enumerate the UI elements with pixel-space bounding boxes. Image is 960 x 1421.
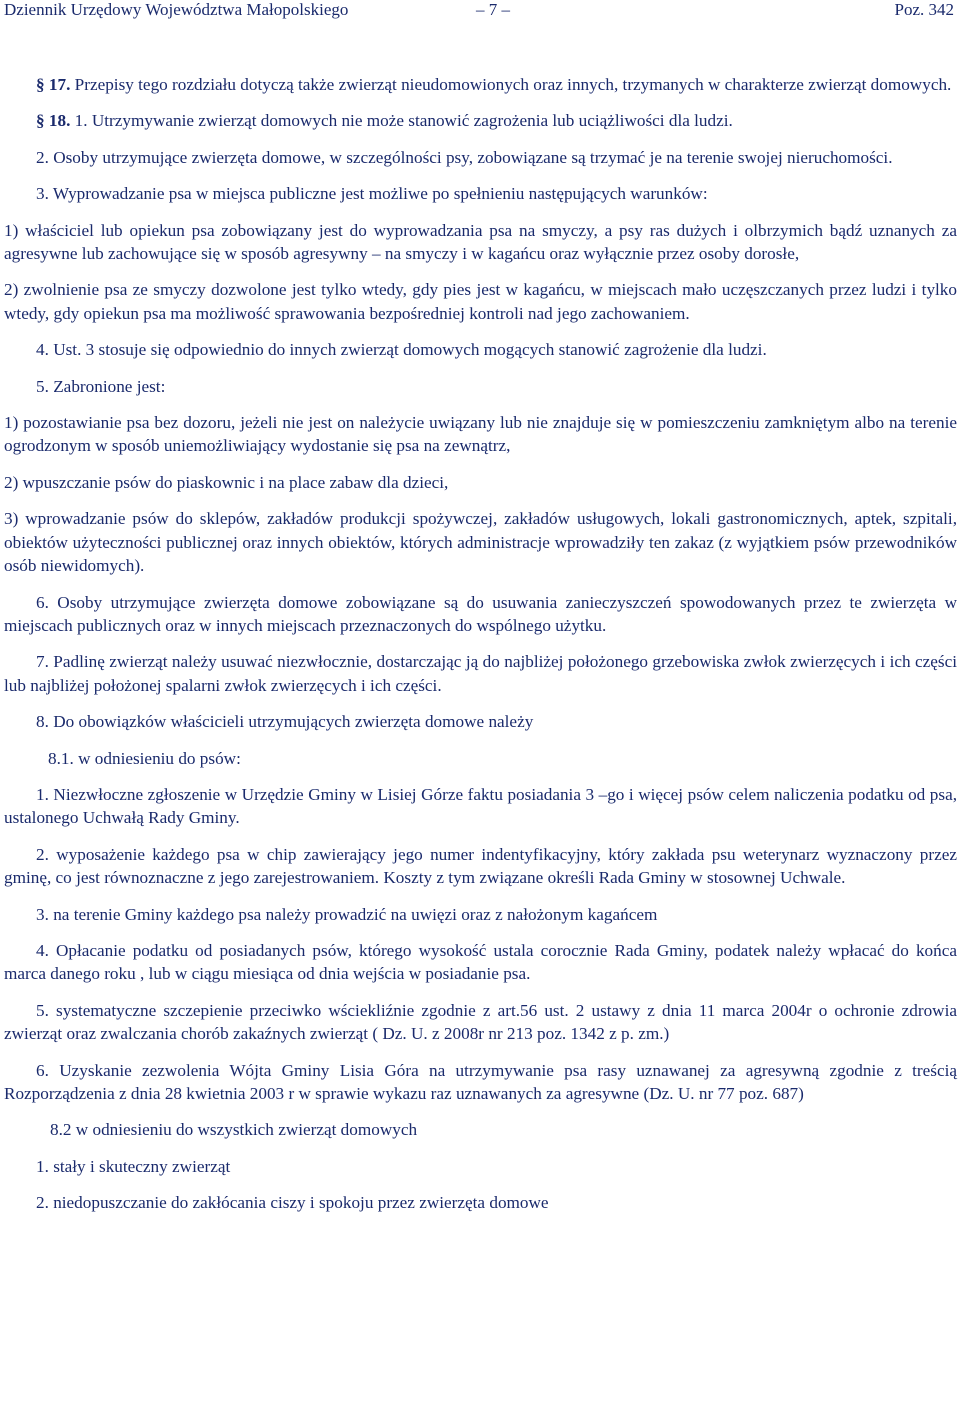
paragraph-s18-7: 7. Padlinę zwierząt należy usuwać niezwłocznie, dostarczając ją do najbliżej położonego grzebowiska zwłok zwierzęcych i ich części lub najbliżej położonej spalarni zwłok zwierzęcych i ich części. [4,652,957,695]
section-number: § 17. [36,75,71,94]
list-item: 1. stały i skuteczny zwierząt [36,1156,231,1176]
paragraph-s18-3: 3. Wyprowadzanie psa w miejsca publiczne jest możliwe po spełnieniu następujących warunków: [36,184,708,204]
page-header [4,0,956,22]
page-number: – 7 – [476,0,510,19]
paragraph-s18-4: 4. Ust. 3 stosuje się odpowiednio do innych zwierząt domowych mogących stanowić zagrożenie dla ludzi. [36,340,767,360]
paragraph-s18-1 [4,109,957,132]
list-item: 6. Uzyskanie zezwolenia Wójta Gminy Lisia Góra na utrzymywanie psa rasy uznawanej za agresywną zgodnie z treścią Rozporządzenia z dnia 28 kwietnia 2003 r w sprawie wykazu raz uznawanych za agresywne (Dz. U. nr 77 poz. 687) [4,1060,957,1103]
paragraph-text: Przepisy tego rozdziału dotyczą także zwierząt nieudomowionych oraz innych, trzymanych w charakterze zwierząt domowych. [70,75,952,94]
list-item: 3. na terenie Gminy każdego psa należy prowadzić na uwięzi oraz z nałożonym kagańcem [36,904,658,924]
list-item: 1) pozostawianie psa bez dozoru, jeżeli nie jest on należycie uwiązany lub nie znajduje się w pomieszczeniu zamkniętym albo na terenie ogrodzonym w sposób uniemożliwiający wydostanie się psa na zewnątrz, [4,413,957,456]
list-item: 2. niedopuszczanie do zakłócania ciszy i spokoju przez zwierzęta domowe [36,1193,549,1213]
subsection-heading: 8.2 w odniesieniu do wszystkich zwierząt domowych [50,1120,418,1140]
paragraph-text: 1. Utrzymywanie zwierząt domowych nie może stanowić zagrożenia lub uciążliwości dla ludzi. [70,111,733,131]
list-item: 4. Opłacanie podatku od posiadanych psów, którego wysokość ustala corocznie Rada Gminy, podatek należy wpłacać do końca marca danego roku , lub w ciągu miesiąca od dnia wejścia w posiadanie psa. [4,940,957,984]
paragraph-s17 [4,73,957,96]
list-item: 2. wyposażenie każdego psa w chip zawierający jego numer indentyfikacyjny, który zakłada psu weterynarz wyznaczony przez gminę, co jest równoznaczne z jego zarejestrowaniem. Koszty z tym związane określi Rada Gminy w stosownej Uchwale. [4,844,957,888]
list-item: 5. systematyczne szczepienie przeciwko wściekliźnie zgodnie z art.56 ust. 2 ustawy z dnia 11 marca 2004r o ochronie zdrowia zwierząt oraz zwalczania chorób zakaźnych zwierząt ( Dz. U. z 2008r nr 213 poz. 1342 z p. zm.) [4,1000,957,1044]
list-item: 1) właściciel lub opiekun psa zobowiązany jest do wyprowadzania psa na smyczy, a psy ras dużych i olbrzymich bądź uznanych za agresywne lub zachowujące się w sposób agresywny – na smyczy i w kagańcu oraz wyłącznie przez osoby dorosłe, [4,220,957,264]
paragraph-s18-5: 5. Zabronione jest: [36,376,166,396]
paragraph-s18-2: 2. Osoby utrzymujące zwierzęta domowe, w szczególności psy, zobowiązane są trzymać je na terenie swojej nieruchomości. [36,147,893,167]
paragraph-s18-6: 6. Osoby utrzymujące zwierzęta domowe zobowiązane są do usuwania zanieczyszczeń spowodowanych przez te zwierzęta w miejscach publicznych oraz w innych miejscach przeznaczonych do wspólnego użytku. [4,592,957,635]
subsection-heading: 8.1. w odniesieniu do psów: [48,748,241,768]
list-item: 2) zwolnienie psa ze smyczy dozwolone jest tylko wtedy, gdy pies jest w kagańcu, w miejscach mało uczęszczanych przez ludzi i tylko wtedy, gdy opiekun psa ma możliwość sprawowania bezpośredniej kontroli nad jego zachowaniem. [4,280,957,323]
document-body [4,73,957,1215]
list-item: 1. Niezwłoczne zgłoszenie w Urzędzie Gminy w Lisiej Górze faktu posiadania 3 –go i więcej psów celem naliczenia podatku od psa, ustalonego Uchwałą Rady Gminy. [4,784,957,828]
journal-title: Dziennik Urzędowy Województwa Małopolskiego [4,0,349,19]
paragraph-s18-8: 8. Do obowiązków właścicieli utrzymujących zwierzęta domowe należy [36,712,534,732]
list-item: 3) wprowadzanie psów do sklepów, zakładów produkcji spożywczej, zakładów usługowych, lokali gastronomicznych, aptek, szpitali, obiektów użyteczności publicznej oraz innych obiektów, których administracje wprowadziły ten zakaz (z wyjątkiem psów przewodników osób niewidomych). [4,509,957,576]
list-item: 2) wpuszczanie psów do piaskownic i na place zabaw dla dzieci, [4,472,449,492]
position-number: Poz. 342 [894,0,954,19]
section-number: § 18. [36,111,71,131]
